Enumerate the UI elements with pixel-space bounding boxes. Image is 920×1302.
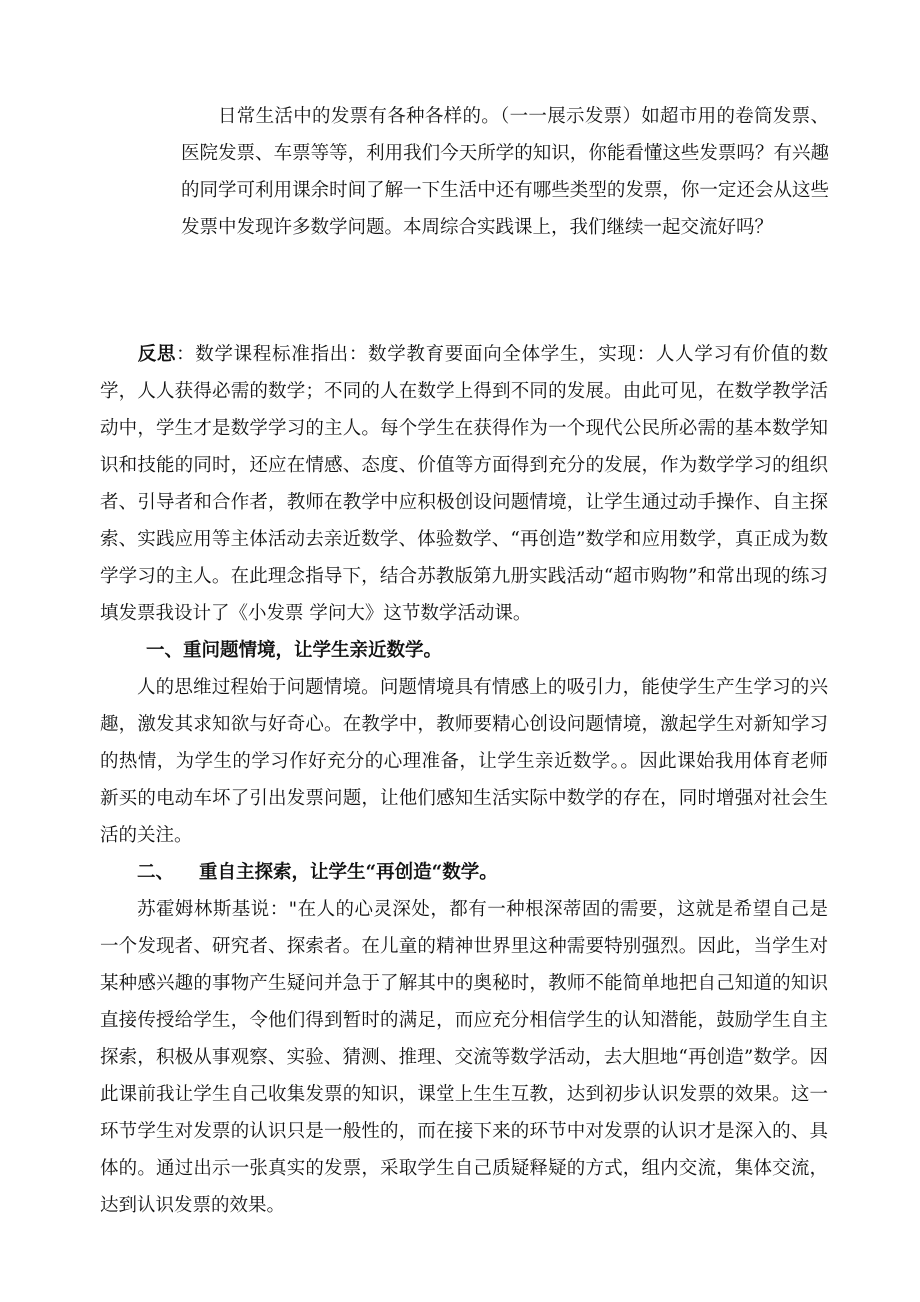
section-2-number: 二、: [137, 862, 175, 883]
section-2-heading-line: [100, 854, 828, 891]
section-1-paragraph: 人的思维过程始于问题情境。问题情境具有情感上的吸引力，能使学生产生学习的兴趣，激发其求知欲与好奇心。在教学中，教师要精心创设问题情境，激起学生对新知学习的热情，为学生的学习作好充分的心理准备，让学生亲近数学。。因此课始我用体育老师新买的电动车坏了引出发票问题，让他们感知生活实际中数学的存在，同时增强对社会生活的关注。: [100, 677, 828, 846]
intro-paragraph: 日常生活中的发票有各种各样的。（一一展示发票）如超市用的卷筒发票、医院发票、车票等等，利用我们今天所学的知识，你能看懂这些发票吗？有兴趣的同学可利用课余时间了解一下生活中还有哪些类型的发票，你一定还会从这些发票中发现许多数学问题。本周综合实践课上，我们继续一起交流好吗？: [181, 106, 829, 238]
section-1-heading: 一、重问题情境，让学生亲近数学。: [146, 640, 443, 661]
reflection-paragraph: [100, 336, 828, 632]
reflection-colon: ：: [176, 344, 196, 365]
main-content: [100, 336, 828, 1224]
section-2-heading: 重自主探索，让学生“再创造“数学。: [199, 862, 498, 883]
reflection-text: 数学课程标准指出：数学教育要面向全体学生，实现：人人学习有价值的数学，人人获得必需的数学；不同的人在数学上得到不同的发展。由此可见，在数学教学活动中，学生才是数学学习的主人。每个学生在获得作为一个现代公民所必需的基本数学知识和技能的同时，还应在情感、态度、价值等方面得到充分的发展，作为数学学习的组织者、引导者和合作者，教师在教学中应积极创设问题情境，让学生通过动手操作、自主探索、实践应用等主体活动去亲近数学、体验数学、“再创造”数学和应用数学，真正成为数学学习的主人。在此理念指导下，结合苏教版第九册实践活动“超市购物”和常出现的练习填发票我设计了《小发票 学问大》这节数学活动课。: [100, 344, 828, 624]
section-2-paragraph: 苏霍姆林斯基说："在人的心灵深处，都有一种根深蒂固的需要，这就是希望自己是一个发现者、研究者、探索者。在儿童的精神世界里这种需要特别强烈。因此，当学生对某种感兴趣的事物产生疑问并急于了解其中的奥秘时，教师不能简单地把自己知道的知识直接传授给学生，令他们得到暂时的满足，而应充分相信学生的认知潜能，鼓励学生自主探索，积极从事观察、实验、猜测、推理、交流等数学活动，去大胆地“再创造”数学。因此课前我让学生自己收集发票的知识，课堂上生生互教，达到初步认识发票的效果。这一环节学生对发票的认识只是一般性的，而在接下来的环节中对发票的认识才是深入的、具体的。通过出示一张真实的发票，采取学生自己质疑释疑的方式，组内交流，集体交流，达到认识发票的效果。: [100, 899, 828, 1216]
reflection-label: 反思: [137, 344, 177, 365]
